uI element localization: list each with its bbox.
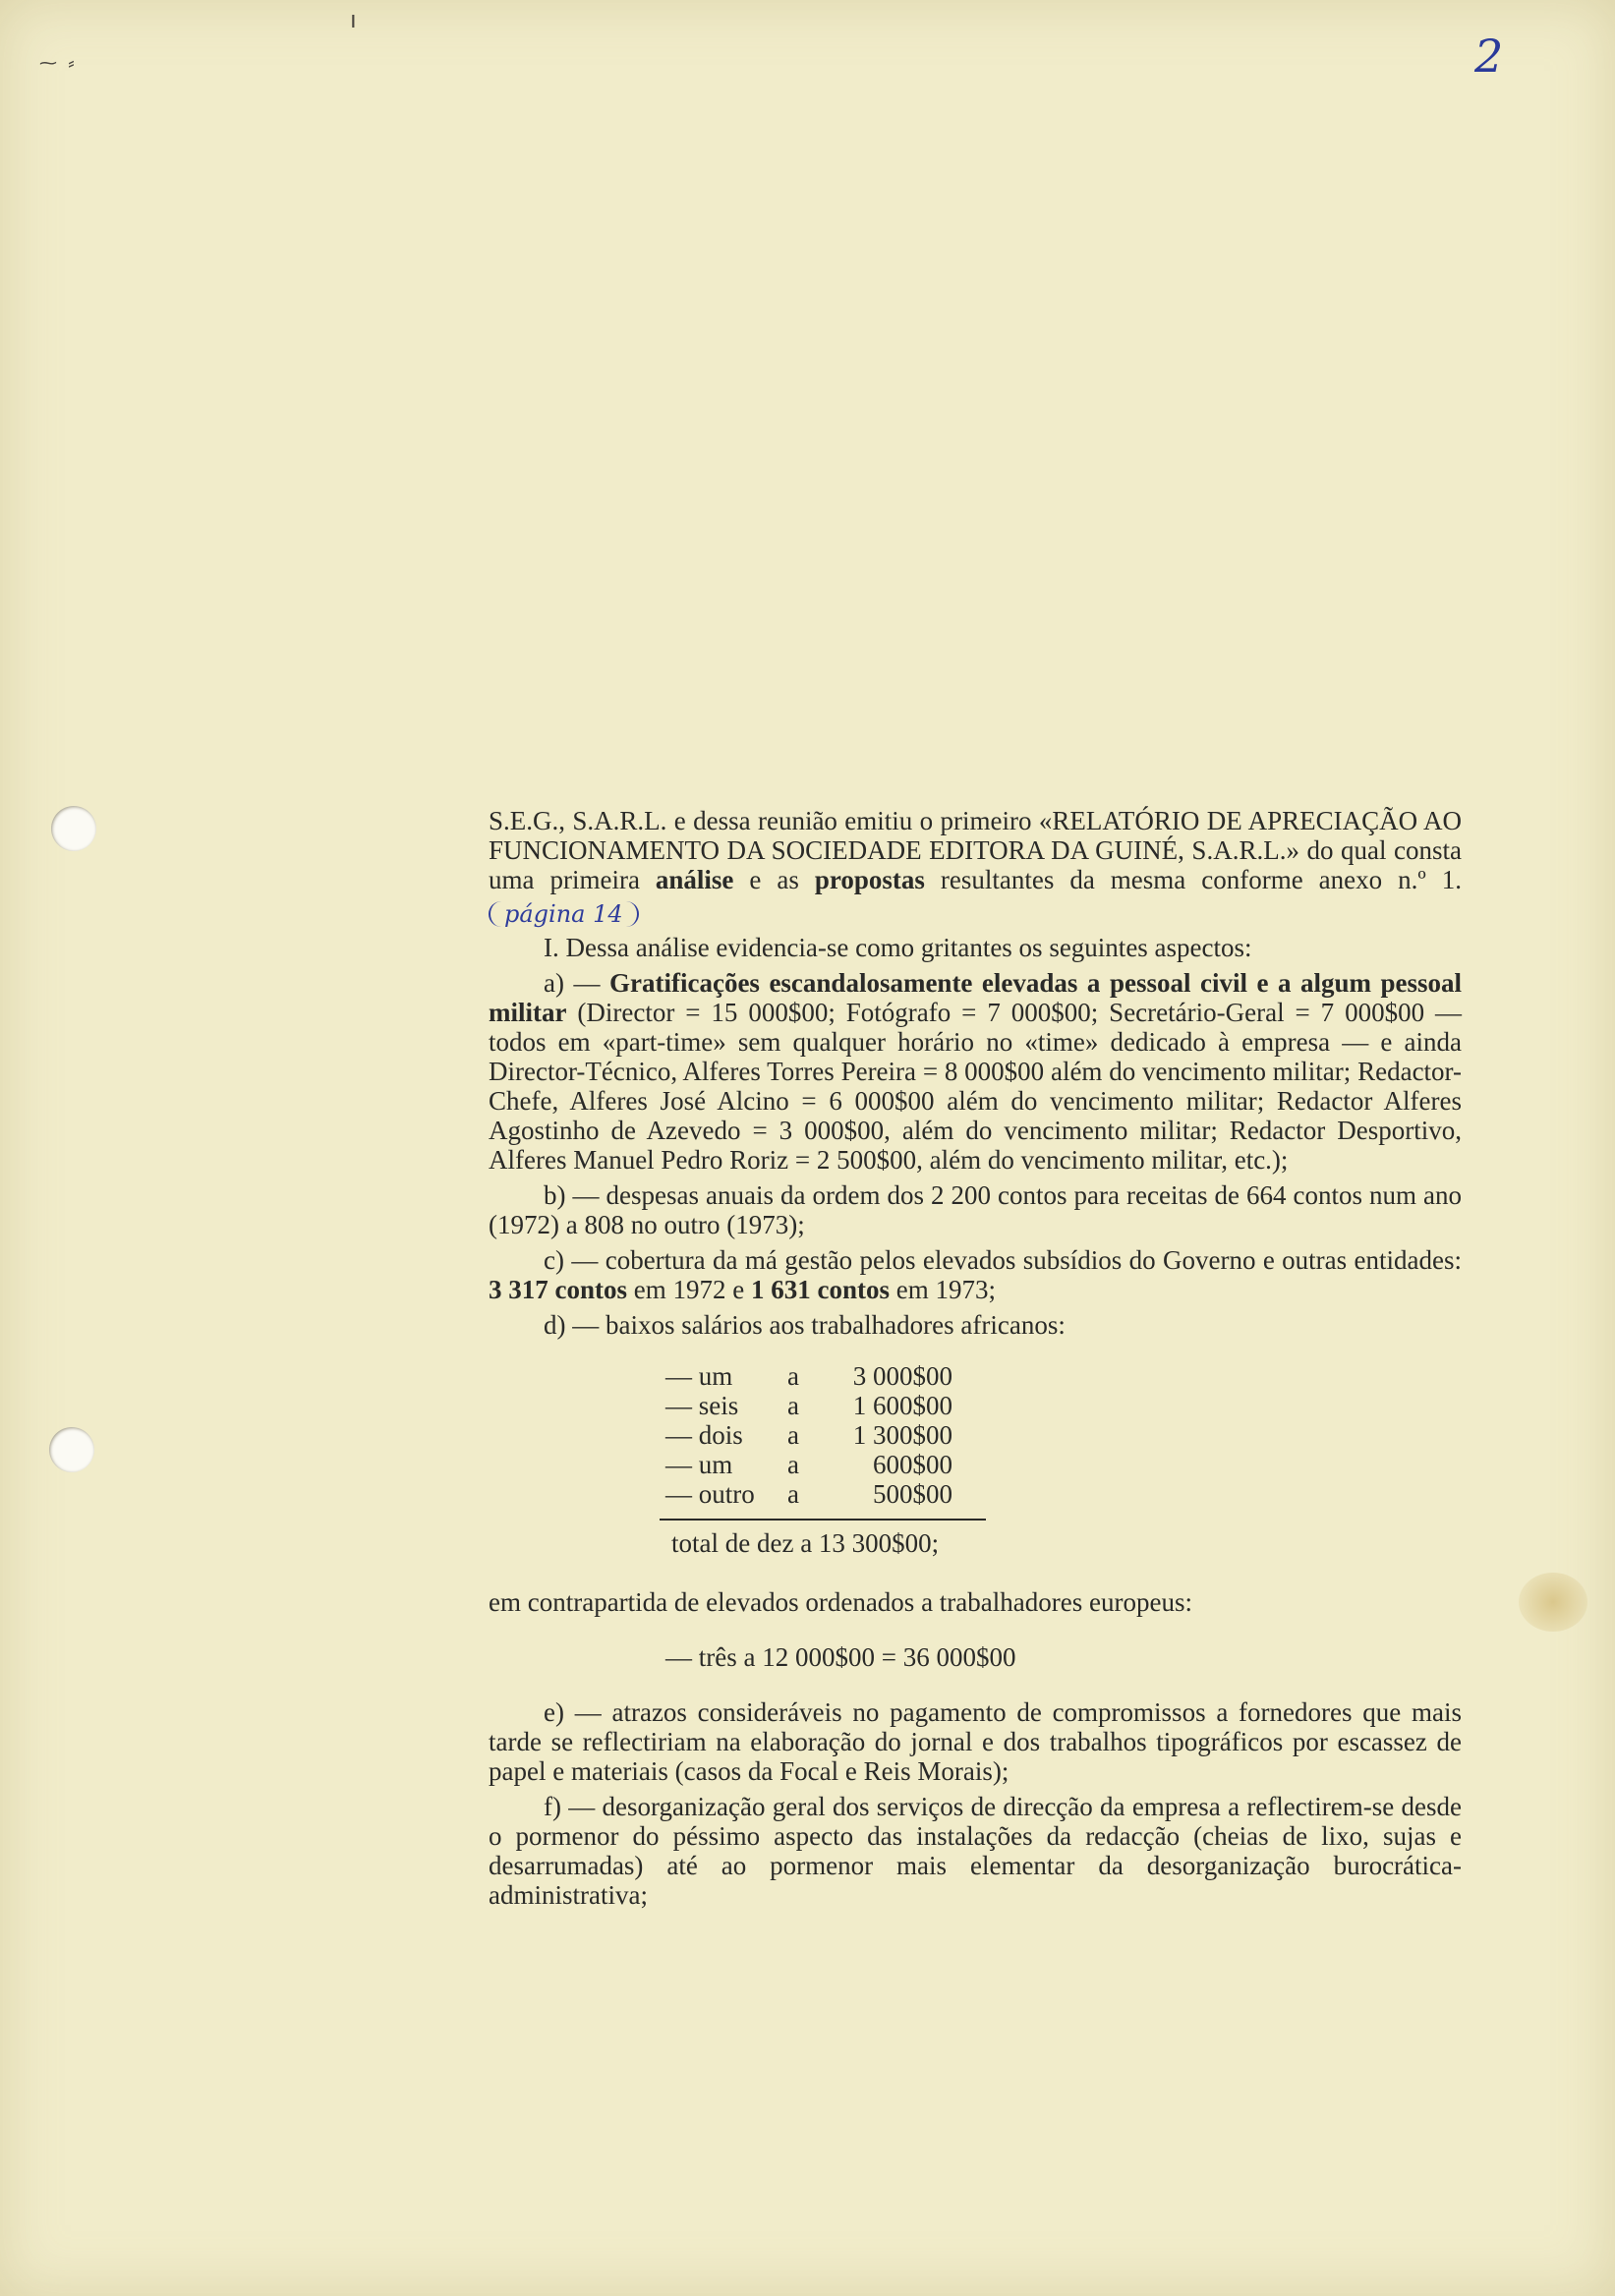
item-a-label: a) —	[544, 968, 609, 998]
wage-quantity: — um	[665, 1450, 733, 1479]
item-c-text-end: em 1973;	[889, 1275, 996, 1304]
wage-value: 1 600$00	[852, 1391, 952, 1420]
wage-value: 500$00	[873, 1479, 952, 1509]
document-body	[489, 806, 1462, 1910]
wage-connector: a	[787, 1420, 799, 1450]
wage-row	[665, 1420, 990, 1450]
item-b-paragraph: b) — despesas anuais da ordem dos 2 200 contos para receitas de 664 contos num ano (1972) a 808 no outro (1973);	[489, 1180, 1462, 1239]
wage-row	[665, 1450, 990, 1479]
handwritten-page-number: 2	[1474, 29, 1504, 83]
wage-value: 600$00	[873, 1450, 952, 1479]
intro-text-mid: e as	[733, 865, 815, 894]
wage-row	[665, 1391, 990, 1420]
intro-text-end: resultantes da mesma conforme anexo n.º 1.	[924, 865, 1462, 894]
wage-connector: a	[787, 1361, 799, 1391]
item-e-paragraph: e) — atrazos consideráveis no pagamento de compromissos a fornedores que mais tarde se reflectiriam na elaboração do jornal e dos trabalhos tipográficos por escassez de papel e materiais (casos da Focal e Reis Morais);	[489, 1697, 1462, 1786]
intro-bold-propostas: propostas	[814, 865, 925, 894]
punch-hole-top	[51, 806, 96, 851]
european-wage-line: — três a 12 000$00 = 36 000$00	[665, 1642, 1016, 1672]
wage-row	[665, 1361, 990, 1391]
item-a-paragraph	[489, 968, 1462, 1175]
wage-connector: a	[787, 1479, 799, 1509]
wage-quantity: — um	[665, 1361, 733, 1391]
item-c-text-start: c) — cobertura da má gestão pelos elevados subsídios do Governo e outras entidades:	[544, 1245, 1462, 1275]
item-c-bold-1972: 3 317 contos	[489, 1275, 627, 1304]
african-wages-table	[665, 1361, 990, 1558]
item-c-bold-1973: 1 631 contos	[750, 1275, 890, 1304]
item-c-text-mid: em 1972 e	[627, 1275, 751, 1304]
top-tick-mark: ı	[350, 6, 357, 33]
wage-row	[665, 1479, 990, 1509]
item-c-paragraph	[489, 1245, 1462, 1304]
wage-value: 3 000$00	[852, 1361, 952, 1391]
section-i-paragraph: I. Dessa análise evidencia-se como gritantes os seguintes aspectos:	[544, 933, 1252, 962]
wages-total: total de dez a 13 300$00;	[671, 1528, 940, 1558]
intro-text-start: S.E.G., S.A.R.L. e dessa reunião emitiu o primeiro «RELATÓRIO DE APRECIAÇÃO AO FUNCIONAMENTO DA SOCIEDADE EDITORA DA GUINÉ, S.A.R.L.» do qual consta uma primeira	[489, 806, 1462, 894]
intro-bold-analise: análise	[655, 865, 734, 894]
total-rule-divider	[660, 1519, 986, 1521]
wage-quantity: — dois	[665, 1420, 743, 1450]
wage-value: 1 300$00	[852, 1420, 952, 1450]
wage-connector: a	[787, 1450, 799, 1479]
item-a-text: (Director = 15 000$00; Fotógrafo = 7 000$00; Secretário-Geral = 7 000$00 — todos em «part-time» sem qualquer horário no «time» dedicado à empresa — e ainda Director-Técnico, Alferes Torres Pereira = 8 000$00 além do vencimento militar; Redactor-Chefe, Alferes José Alcino = 6 000$00 além do vencimento militar; Redactor Alferes Agostinho de Azevedo = 3 000$00, além do vencimento militar; Redactor Desportivo, Alferes Manuel Pedro Roriz = 2 500$00, além do vencimento militar, etc.);	[489, 998, 1462, 1175]
handwritten-annotation: página 14	[489, 901, 639, 927]
wage-connector: a	[787, 1391, 799, 1420]
item-f-paragraph: f) — desorganização geral dos serviços de direcção da empresa a reflectirem-se desde o pormenor do péssimo aspecto das instalações da redacção (cheias de lixo, sujas e desarrumadas) até ao pormenor mais elementar da desorganização burocrática-administrativa;	[489, 1792, 1462, 1910]
intro-paragraph	[489, 806, 1462, 927]
item-d-paragraph: d) — baixos salários aos trabalhadores africanos:	[544, 1310, 1066, 1340]
wage-quantity: — seis	[665, 1391, 739, 1420]
wage-quantity: — outro	[665, 1479, 755, 1509]
item-a-bold-text: Gratificações escandalosamente elevadas a pessoal civil e a algum pessoal militar	[489, 968, 1462, 1027]
paper-stain	[1519, 1573, 1587, 1632]
corner-scribble-mark: ⁓ ⸗	[39, 53, 75, 74]
punch-hole-bottom	[49, 1427, 94, 1472]
counterpart-paragraph: em contrapartida de elevados ordenados a trabalhadores europeus:	[489, 1587, 1192, 1617]
